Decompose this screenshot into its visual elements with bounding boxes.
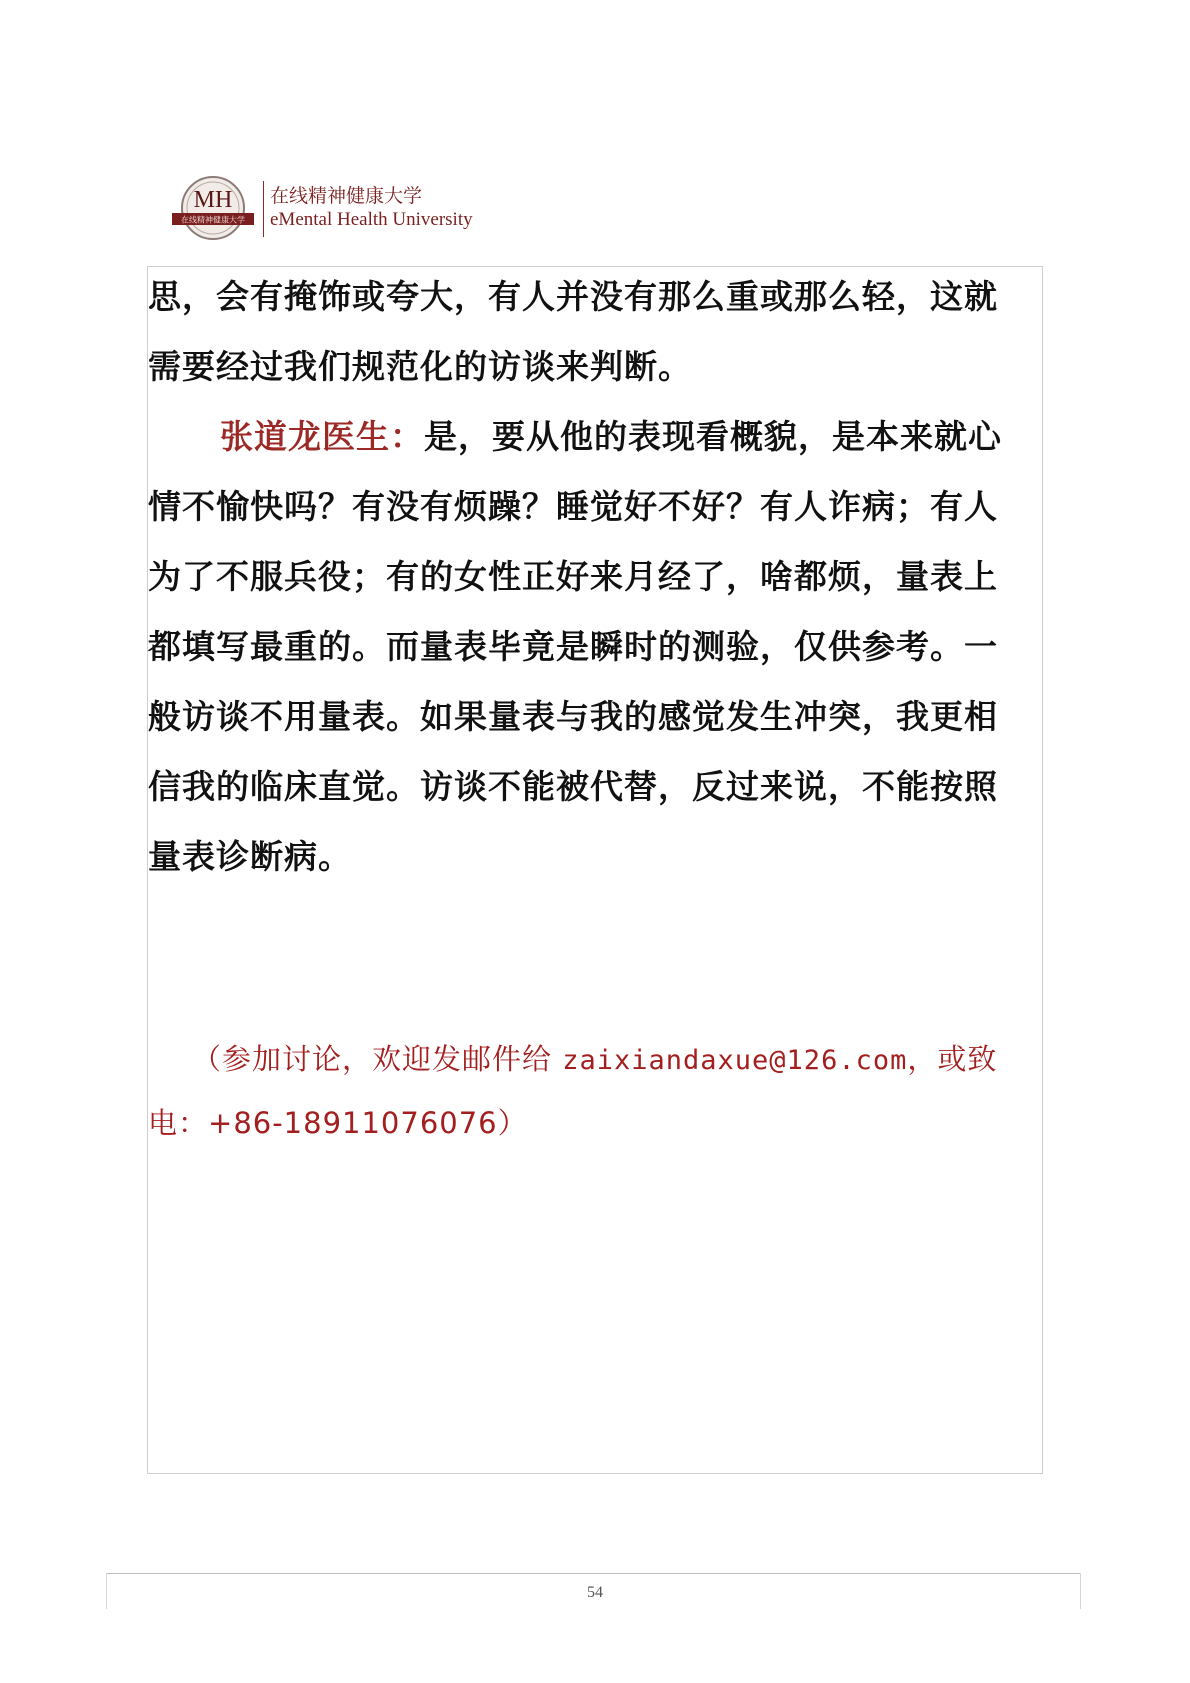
logo-ribbon-text: 在线精神健康大学 [181, 215, 245, 225]
interview-text [148, 262, 1018, 892]
university-logo [170, 175, 256, 245]
speaker-label: 张道龙医生： [220, 417, 424, 456]
doctor-response-text: 是，要从他的表现看概貌，是本来就心情不愉快吗？有没有烦躁？睡觉好不好？有人诈病；有人为了不服兵役；有的女性正好来月经了，啥都烦，量表上都填写最重的。而量表毕竟是瞬时的测验，仅供参考。一般访谈不用量表。如果量表与我的感觉发生冲突，我更相信我的临床直觉。访谈不能被代替，反过来说，不能按照量表诊断病。 [148, 417, 1002, 876]
contact-phone[interactable]: +86-18911076076 [208, 1106, 498, 1140]
logo-text: MH [193, 187, 233, 213]
brand-name-english: eMental Health University [270, 209, 473, 230]
footer-rule [106, 1573, 1081, 1574]
footer-left-edge [106, 1573, 107, 1609]
paragraph-continuation: 思，会有掩饰或夸大，有人并没有那么重或那么轻，这就需要经过我们规范化的访谈来判断。 [148, 277, 998, 386]
footer-right-edge [1080, 1573, 1081, 1609]
contact-middle: ，或致电： [148, 1042, 998, 1140]
header [170, 175, 510, 245]
page-number: 54 [587, 1584, 603, 1601]
contact-suffix: ） [497, 1106, 528, 1140]
contact-prefix: （参加讨论，欢迎发邮件给 [192, 1042, 563, 1076]
paragraph-doctor-response [148, 402, 1018, 892]
brand-name-chinese: 在线精神健康大学 [270, 185, 423, 207]
contact-note [148, 1028, 1008, 1154]
contact-email[interactable]: zaixiandaxue@126.com [562, 1045, 908, 1076]
header-divider [263, 181, 264, 237]
